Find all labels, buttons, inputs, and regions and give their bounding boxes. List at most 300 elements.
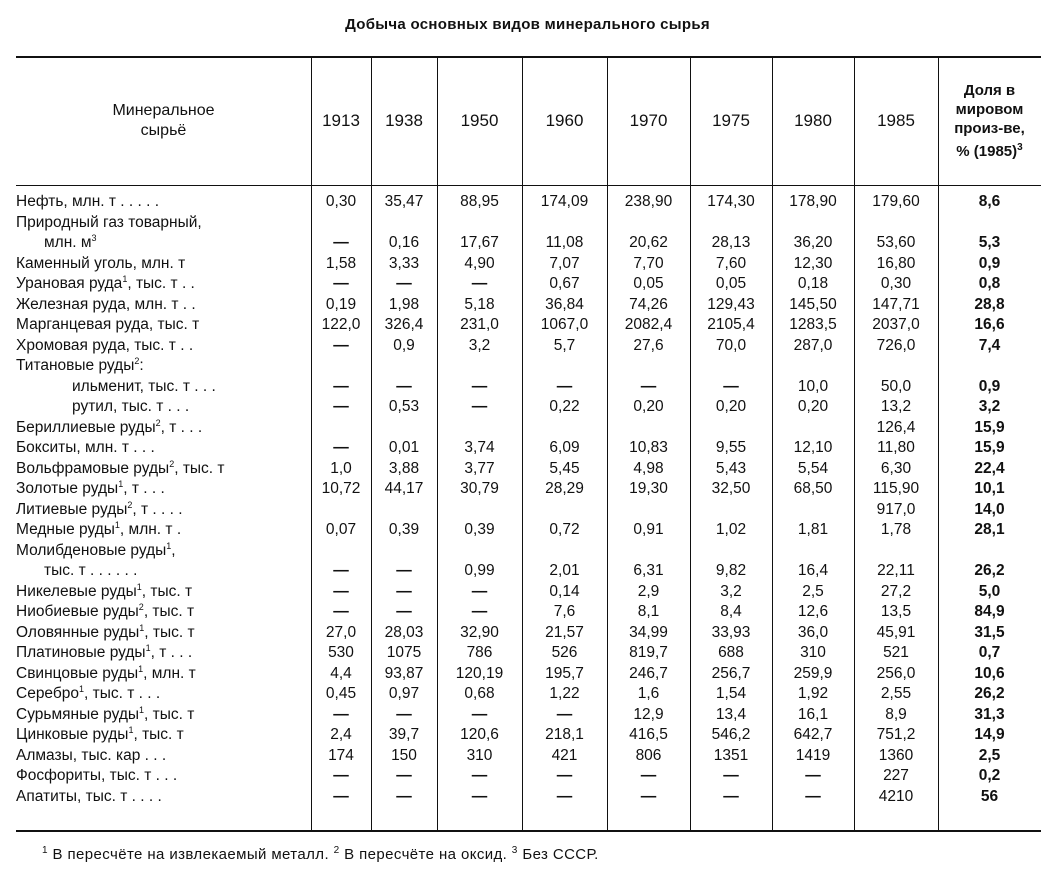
cell-1913: — <box>333 377 349 395</box>
row-label: Титановые руды$^2$: <box>16 356 144 374</box>
cell-share: 0,8 <box>978 275 1001 292</box>
cell-1913: 1,0 <box>330 459 352 477</box>
header-mineral: Минеральное сырьё <box>112 102 215 139</box>
cell-1980: 310 <box>800 644 826 661</box>
cell-1950: 88,95 <box>460 193 499 210</box>
cell-1938 <box>371 213 437 234</box>
cell-share: 7,4 <box>978 336 1001 354</box>
cell-1985: 2037,0 <box>872 316 920 333</box>
cell-1980: 1419 <box>795 746 831 764</box>
cell-1975: 5,43 <box>715 459 747 477</box>
cell-share: 0,9 <box>978 254 1001 272</box>
cell-1975: 33,93 <box>711 623 751 641</box>
cell-1980: — <box>805 767 821 784</box>
cell-1960 <box>522 356 607 377</box>
cell-1938: — <box>396 767 412 784</box>
table-row <box>16 295 1041 316</box>
cell-1938: — <box>396 582 412 600</box>
cell-1950 <box>437 418 522 439</box>
cell-1970: 0,05 <box>633 275 664 292</box>
header-year-1: 1938 <box>385 111 423 130</box>
cell-1970: — <box>640 377 657 395</box>
row-label: Алмазы, тыс. кар . . . <box>16 746 167 764</box>
cell-1980: 12,30 <box>793 254 833 272</box>
cell-1980: 178,90 <box>789 193 837 210</box>
row-label: млн. $м^3$ <box>44 233 97 251</box>
cell-1960: 36,84 <box>545 295 584 313</box>
cell-1913: — <box>333 705 349 723</box>
cell-1980: 1,92 <box>797 685 829 702</box>
cell-1980: 1283,5 <box>789 316 837 333</box>
cell-1975: 0,20 <box>715 398 747 415</box>
cell-1913: — <box>333 398 349 415</box>
cell-1985: 13,2 <box>880 398 912 415</box>
cell-1938: — <box>396 705 412 723</box>
cell-1960: — <box>556 767 573 784</box>
cell-1985: 917,0 <box>876 500 916 518</box>
cell-1950 <box>437 541 522 562</box>
cell-1980: 16,4 <box>797 562 829 579</box>
cell-1975: 129,43 <box>707 295 755 313</box>
cell-1970: 74,26 <box>629 295 668 313</box>
row-label: Свинцовые руды$^1$, млн. т <box>16 663 196 682</box>
cell-1938 <box>371 500 437 521</box>
cell-1913: 0,45 <box>325 685 357 702</box>
table-body <box>16 192 1041 807</box>
cell-1980 <box>772 418 854 439</box>
header-year-0: 1913 <box>322 111 360 130</box>
cell-1975: — <box>723 787 739 805</box>
cell-share: 5,0 <box>978 582 1001 600</box>
cell-1975: 9,55 <box>715 439 747 456</box>
row-label: рутил, тыс. т . . . <box>72 398 190 415</box>
cell-1985: 53,60 <box>876 234 916 251</box>
cell-1985: 11,80 <box>877 439 915 456</box>
footnotes: $^1$ В пересчёте на извлекаемый металл. $^2$ В пересчёте на оксид. $^3$ Без СССР. <box>42 845 599 863</box>
cell-1985: 751,2 <box>876 726 916 743</box>
cell-1985: 22,11 <box>877 562 915 579</box>
cell-1960: 218,1 <box>545 726 584 743</box>
row-label: Платиновые руды$^1$, т . . . <box>16 643 193 661</box>
cell-1980: 287,0 <box>793 336 833 354</box>
cell-1913: — <box>333 562 349 579</box>
cell-1985: 1360 <box>878 746 914 764</box>
table-row <box>16 356 1041 377</box>
table-row <box>16 541 1041 562</box>
table-bottom-rule <box>16 830 1041 832</box>
cell-share: 0,9 <box>978 377 1001 395</box>
cell-1975: — <box>723 767 739 784</box>
cell-1985: 8,9 <box>885 705 907 723</box>
cell-1970 <box>607 356 690 377</box>
cell-1950: 5,18 <box>464 295 495 313</box>
cell-1950: 231,0 <box>460 316 499 333</box>
cell-1985: 256,0 <box>876 664 916 682</box>
cell-1975: 2105,4 <box>707 316 755 333</box>
cell-1913: — <box>333 439 349 456</box>
cell-1980: 36,0 <box>797 623 829 641</box>
cell-1985 <box>854 541 938 562</box>
cell-1985: 227 <box>883 767 909 784</box>
cell-1938: 93,87 <box>384 664 424 682</box>
cell-1913: 0,30 <box>325 193 357 210</box>
table-row <box>16 315 1041 336</box>
cell-1938: 3,33 <box>388 254 420 272</box>
cell-1975: 28,13 <box>711 234 751 251</box>
cell-1950: 32,90 <box>460 623 499 641</box>
cell-1975: 32,50 <box>711 480 751 497</box>
cell-1970: 34,99 <box>629 623 668 641</box>
row-label: Золотые руды$^1$, т . . . <box>16 479 165 497</box>
cell-1950: 3,2 <box>468 336 491 354</box>
cell-1985: 0,30 <box>880 275 912 292</box>
cell-share: 31,5 <box>974 623 1005 641</box>
cell-1980 <box>772 500 854 521</box>
table-row <box>16 336 1041 357</box>
row-label: Марганцевая руда, тыс. т <box>16 316 200 333</box>
cell-1913: 10,72 <box>321 480 361 497</box>
cell-1970: 1,6 <box>637 685 660 702</box>
table-row <box>16 561 1041 582</box>
cell-1985: 4210 <box>878 787 914 805</box>
row-label: Бериллиевые руды$^2$, т . . . <box>16 417 203 436</box>
cell-1980: 642,7 <box>793 726 833 743</box>
cell-1975 <box>690 541 772 562</box>
cell-1938: 150 <box>391 746 417 764</box>
cell-1950: — <box>471 705 488 723</box>
table-row <box>16 438 1041 459</box>
cell-1975: 1351 <box>713 746 749 764</box>
cell-share: 84,9 <box>974 603 1005 620</box>
row-label: Бокситы, млн. т . . . <box>16 439 155 456</box>
cell-1938: 0,97 <box>388 685 420 702</box>
table-row <box>16 623 1041 644</box>
cell-1950: 120,19 <box>455 664 504 682</box>
cell-1960 <box>522 418 607 439</box>
cell-1975: 8,4 <box>720 603 742 620</box>
cell-1950: 120,6 <box>460 726 499 743</box>
cell-share: 26,2 <box>974 562 1005 579</box>
cell-share: 10,6 <box>974 664 1005 682</box>
cell-1913: — <box>333 275 349 292</box>
header-year-2: 1950 <box>460 111 499 130</box>
cell-1950: 3,74 <box>464 439 495 456</box>
cell-1950: — <box>471 767 488 784</box>
cell-1938: 35,47 <box>384 193 424 210</box>
cell-share: 28,1 <box>974 521 1005 538</box>
cell-1938: — <box>396 275 412 292</box>
cell-1913: 1,58 <box>325 254 357 272</box>
row-label: Железная руда, млн. т . . <box>16 295 196 313</box>
cell-1950: — <box>471 275 488 292</box>
cell-1938: 0,16 <box>388 234 420 251</box>
cell-1980: 36,20 <box>793 234 833 251</box>
cell-share: 15,9 <box>974 418 1005 436</box>
cell-1980: 145,50 <box>789 295 837 313</box>
cell-1975: 13,4 <box>715 705 747 723</box>
cell-1985 <box>854 213 938 234</box>
cell-1938: 3,88 <box>388 459 420 477</box>
cell-1975: 256,7 <box>711 664 751 682</box>
cell-1970: 6,31 <box>633 562 664 579</box>
cell-1970: 2,9 <box>637 582 660 600</box>
cell-1985: 45,91 <box>876 623 916 641</box>
row-label: ильменит, тыс. т . . . <box>72 377 216 395</box>
cell-1950: 4,90 <box>464 254 495 272</box>
table-row <box>16 705 1041 726</box>
table-row <box>16 582 1041 603</box>
table-row <box>16 213 1041 234</box>
header-year-4: 1970 <box>629 111 668 130</box>
cell-1960: 0,72 <box>549 521 580 538</box>
table-row <box>16 746 1041 767</box>
cell-1960: 421 <box>551 746 578 764</box>
cell-1975 <box>690 356 772 377</box>
cell-1980: 0,20 <box>797 398 829 415</box>
cell-share: 56 <box>980 787 999 805</box>
cell-1938 <box>371 356 437 377</box>
table-row <box>16 459 1041 480</box>
cell-1950 <box>437 356 522 377</box>
cell-1950: 310 <box>466 746 493 764</box>
cell-1970 <box>607 418 690 439</box>
table-row <box>16 787 1041 808</box>
cell-1938: 1075 <box>386 644 422 661</box>
cell-share <box>938 356 1041 377</box>
cell-1960: — <box>556 705 573 723</box>
cell-1938: 44,17 <box>384 480 424 497</box>
table-row <box>16 643 1041 664</box>
header-year-5: 1975 <box>712 111 750 130</box>
cell-1950: 17,67 <box>460 234 499 251</box>
cell-1950: — <box>471 582 488 600</box>
cell-1913 <box>311 418 371 439</box>
cell-1960: 28,29 <box>545 480 584 497</box>
cell-share: 22,4 <box>974 459 1005 477</box>
cell-share: 5,3 <box>978 234 1001 251</box>
header-year-3: 1960 <box>545 111 584 130</box>
cell-1950: 0,39 <box>464 521 495 538</box>
cell-1970: 27,6 <box>633 336 664 354</box>
cell-1985: 50,0 <box>880 377 912 395</box>
cell-1970: 819,7 <box>629 644 668 661</box>
cell-share <box>938 541 1041 562</box>
cell-1970: 10,83 <box>629 439 668 456</box>
row-label: Апатиты, тыс. т . . . . <box>16 787 162 805</box>
cell-1970: 7,70 <box>633 254 664 272</box>
cell-1970: — <box>640 767 657 784</box>
table-row <box>16 684 1041 705</box>
cell-1975: 0,05 <box>715 275 747 292</box>
cell-share: 14,0 <box>974 500 1005 518</box>
cell-1960: 1,22 <box>549 685 580 702</box>
cell-1980: 12,6 <box>797 603 829 620</box>
cell-1938: — <box>396 603 412 620</box>
cell-1950: — <box>471 603 488 620</box>
cell-1913: 0,19 <box>325 295 357 313</box>
cell-1938: — <box>396 377 412 395</box>
cell-1960: 21,57 <box>545 623 584 641</box>
cell-1985: 521 <box>883 644 909 661</box>
cell-share: 0,2 <box>978 767 1001 784</box>
row-label: Хромовая руда, тыс. т . . <box>16 336 194 354</box>
cell-1975: 3,2 <box>720 582 742 600</box>
cell-1985 <box>854 356 938 377</box>
cell-1913: 27,0 <box>325 623 357 641</box>
cell-1980: 16,1 <box>797 705 829 723</box>
cell-1938 <box>371 418 437 439</box>
cell-1913 <box>311 500 371 521</box>
table-row <box>16 500 1041 521</box>
cell-share: 14,9 <box>974 726 1005 743</box>
cell-share: 28,8 <box>974 295 1005 313</box>
table-row <box>16 418 1041 439</box>
cell-share: 15,9 <box>974 439 1005 456</box>
cell-1938: 0,01 <box>388 439 420 456</box>
cell-1960 <box>522 541 607 562</box>
cell-1913: 4,4 <box>330 664 352 682</box>
cell-1960: 0,67 <box>549 275 580 292</box>
row-label: Вольфрамовые руды$^2$, тыс. т <box>16 458 225 477</box>
cell-1985: 126,4 <box>876 418 916 436</box>
cell-1980: 68,50 <box>793 480 833 497</box>
cell-share: 0,7 <box>978 644 1001 661</box>
header-share: Доля в мировом произ-ве, % $(1985)^3$ <box>954 82 1025 160</box>
row-label: Урановая руда$^1$, тыс. т . . <box>16 274 195 292</box>
cell-1950: 0,99 <box>464 562 495 579</box>
cell-1985: 147,71 <box>872 295 920 313</box>
cell-1970: 416,5 <box>629 726 668 743</box>
cell-1950: — <box>471 787 488 805</box>
cell-1960: 7,07 <box>549 254 580 272</box>
cell-share: 26,2 <box>974 685 1005 702</box>
cell-1980 <box>772 541 854 562</box>
table-row <box>16 766 1041 787</box>
cell-1975: 70,0 <box>715 336 747 354</box>
cell-1985: 1,78 <box>880 521 912 538</box>
cell-1980: 5,54 <box>797 459 829 477</box>
cell-1970: 0,91 <box>633 521 664 538</box>
cell-1980: 1,81 <box>797 521 829 538</box>
table-row <box>16 602 1041 623</box>
cell-1938: 1,98 <box>388 295 420 313</box>
cell-1970: 806 <box>635 746 662 764</box>
cell-1913 <box>311 541 371 562</box>
cell-1938: 39,7 <box>388 726 420 743</box>
table-row <box>16 479 1041 500</box>
cell-1970: — <box>640 787 657 805</box>
cell-1985: 27,2 <box>880 582 912 600</box>
cell-1913: — <box>333 603 349 620</box>
table-row <box>16 274 1041 295</box>
cell-1980: 0,18 <box>797 275 829 292</box>
cell-1913: 0,07 <box>325 521 357 538</box>
cell-share: 2,5 <box>978 746 1001 764</box>
cell-1985: 16,80 <box>876 254 916 272</box>
cell-1975: 7,60 <box>715 254 747 272</box>
table-row <box>16 397 1041 418</box>
cell-1913: 174 <box>328 746 354 764</box>
cell-1970 <box>607 500 690 521</box>
row-label: Фосфориты, тыс. т . . . <box>16 767 178 784</box>
row-label: Оловянные руды$^1$, тыс. т <box>16 622 195 641</box>
table-row <box>16 233 1041 254</box>
cell-1950: 30,79 <box>460 480 499 497</box>
cell-1960: — <box>556 787 573 805</box>
cell-1985: 13,5 <box>880 603 912 620</box>
cell-1980: 10,0 <box>797 377 829 395</box>
cell-1960 <box>522 500 607 521</box>
cell-1975: 1,02 <box>715 521 747 538</box>
cell-1938: 326,4 <box>384 316 424 333</box>
row-label: Каменный уголь, млн. т <box>16 254 186 272</box>
cell-1975: 1,54 <box>715 685 747 702</box>
row-label: Сурьмяные руды$^1$, тыс. т <box>16 704 195 723</box>
cell-share: 16,6 <box>974 316 1005 333</box>
cell-1913 <box>311 356 371 377</box>
table-row <box>16 254 1041 275</box>
table-row <box>16 725 1041 746</box>
cell-1960: 526 <box>551 644 578 661</box>
cell-1970: 12,9 <box>633 705 664 723</box>
cell-1950 <box>437 213 522 234</box>
cell-1970: 4,98 <box>633 459 664 477</box>
cell-1960: 174,09 <box>540 193 589 210</box>
cell-1960: 0,14 <box>549 582 580 600</box>
cell-1960: 11,08 <box>545 234 584 251</box>
row-label: Ниобиевые руды$^2$, тыс. т <box>16 602 195 620</box>
table-row <box>16 664 1041 685</box>
row-label: Цинковые руды$^1$, тыс. т <box>16 725 184 743</box>
cell-1985: 2,55 <box>880 685 912 702</box>
cell-share: 3,2 <box>978 398 1001 415</box>
cell-1950: — <box>471 377 488 395</box>
cell-1975: 9,82 <box>715 562 747 579</box>
cell-1913: 530 <box>328 644 354 661</box>
cell-1985: 179,60 <box>872 193 920 210</box>
cell-1970 <box>607 213 690 234</box>
row-label: Литиевые руды$^2$, т . . . . <box>16 499 183 518</box>
cell-share: 8,6 <box>978 193 1001 210</box>
cell-1970: 8,1 <box>637 603 660 620</box>
cell-1960: 7,6 <box>553 603 576 620</box>
cell-1975: 174,30 <box>707 193 755 210</box>
cell-1950 <box>437 500 522 521</box>
cell-share <box>938 213 1041 234</box>
row-label: Нефть, млн. т . . . . . <box>16 193 160 210</box>
cell-1938: 28,03 <box>384 623 424 641</box>
cell-1975: 546,2 <box>711 726 751 743</box>
cell-1950: 3,77 <box>464 459 495 477</box>
row-label: Медные руды$^1$, млн. т . <box>16 520 182 538</box>
table-header-rule <box>16 185 1041 186</box>
cell-1938: 0,9 <box>393 336 415 354</box>
table-row <box>16 520 1041 541</box>
table-row <box>16 192 1041 213</box>
cell-1960 <box>522 213 607 234</box>
cell-1980 <box>772 213 854 234</box>
cell-1970 <box>607 541 690 562</box>
header-year-7: 1985 <box>877 111 915 130</box>
cell-1970: 0,20 <box>633 398 664 415</box>
cell-1938: 0,53 <box>388 398 420 415</box>
row-label: Никелевые руды$^1$, тыс. т <box>16 581 193 600</box>
row-label: тыс. т . . . . . . <box>44 562 138 579</box>
cell-1980: 259,9 <box>793 664 833 682</box>
row-label: Молибденовые руды$^1$, <box>16 540 176 559</box>
cell-1960: 0,22 <box>549 398 580 415</box>
cell-1975 <box>690 500 772 521</box>
